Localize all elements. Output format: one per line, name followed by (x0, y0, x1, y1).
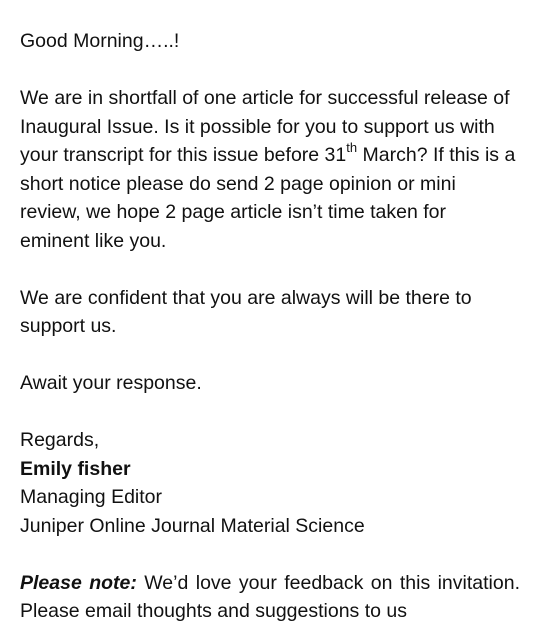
note-text: We’d love your feedback on this invitation. Please email thoughts and suggestions to us (20, 571, 520, 622)
date-ordinal-suffix: th (346, 139, 358, 155)
signature-name: Emily fisher (20, 457, 131, 480)
greeting-line: Good Morning…..! (20, 30, 180, 52)
request-text-after-date: March? If this is a short notice please do send 2 page opinion or mini review, we hope 2 page article isn’t time taken for eminent like you. (20, 144, 516, 252)
confidence-paragraph: We are confident that you are always will be there to support us. (20, 286, 472, 337)
await-response-line: Await your response. (20, 372, 202, 394)
signature-organization: Juniper Online Journal Material Science (20, 514, 365, 537)
request-text-before-date: We are in shortfall of one article for successful release of Inaugural Issue. Is it possible for you to support us with your transcript for this issue before 31 (20, 87, 510, 166)
signature-title: Managing Editor (20, 486, 163, 508)
signature-closing: Regards, (20, 429, 100, 451)
signature-block (20, 426, 520, 540)
request-paragraph (20, 84, 520, 255)
note-label: Please note: (20, 571, 137, 594)
feedback-note (20, 569, 520, 626)
